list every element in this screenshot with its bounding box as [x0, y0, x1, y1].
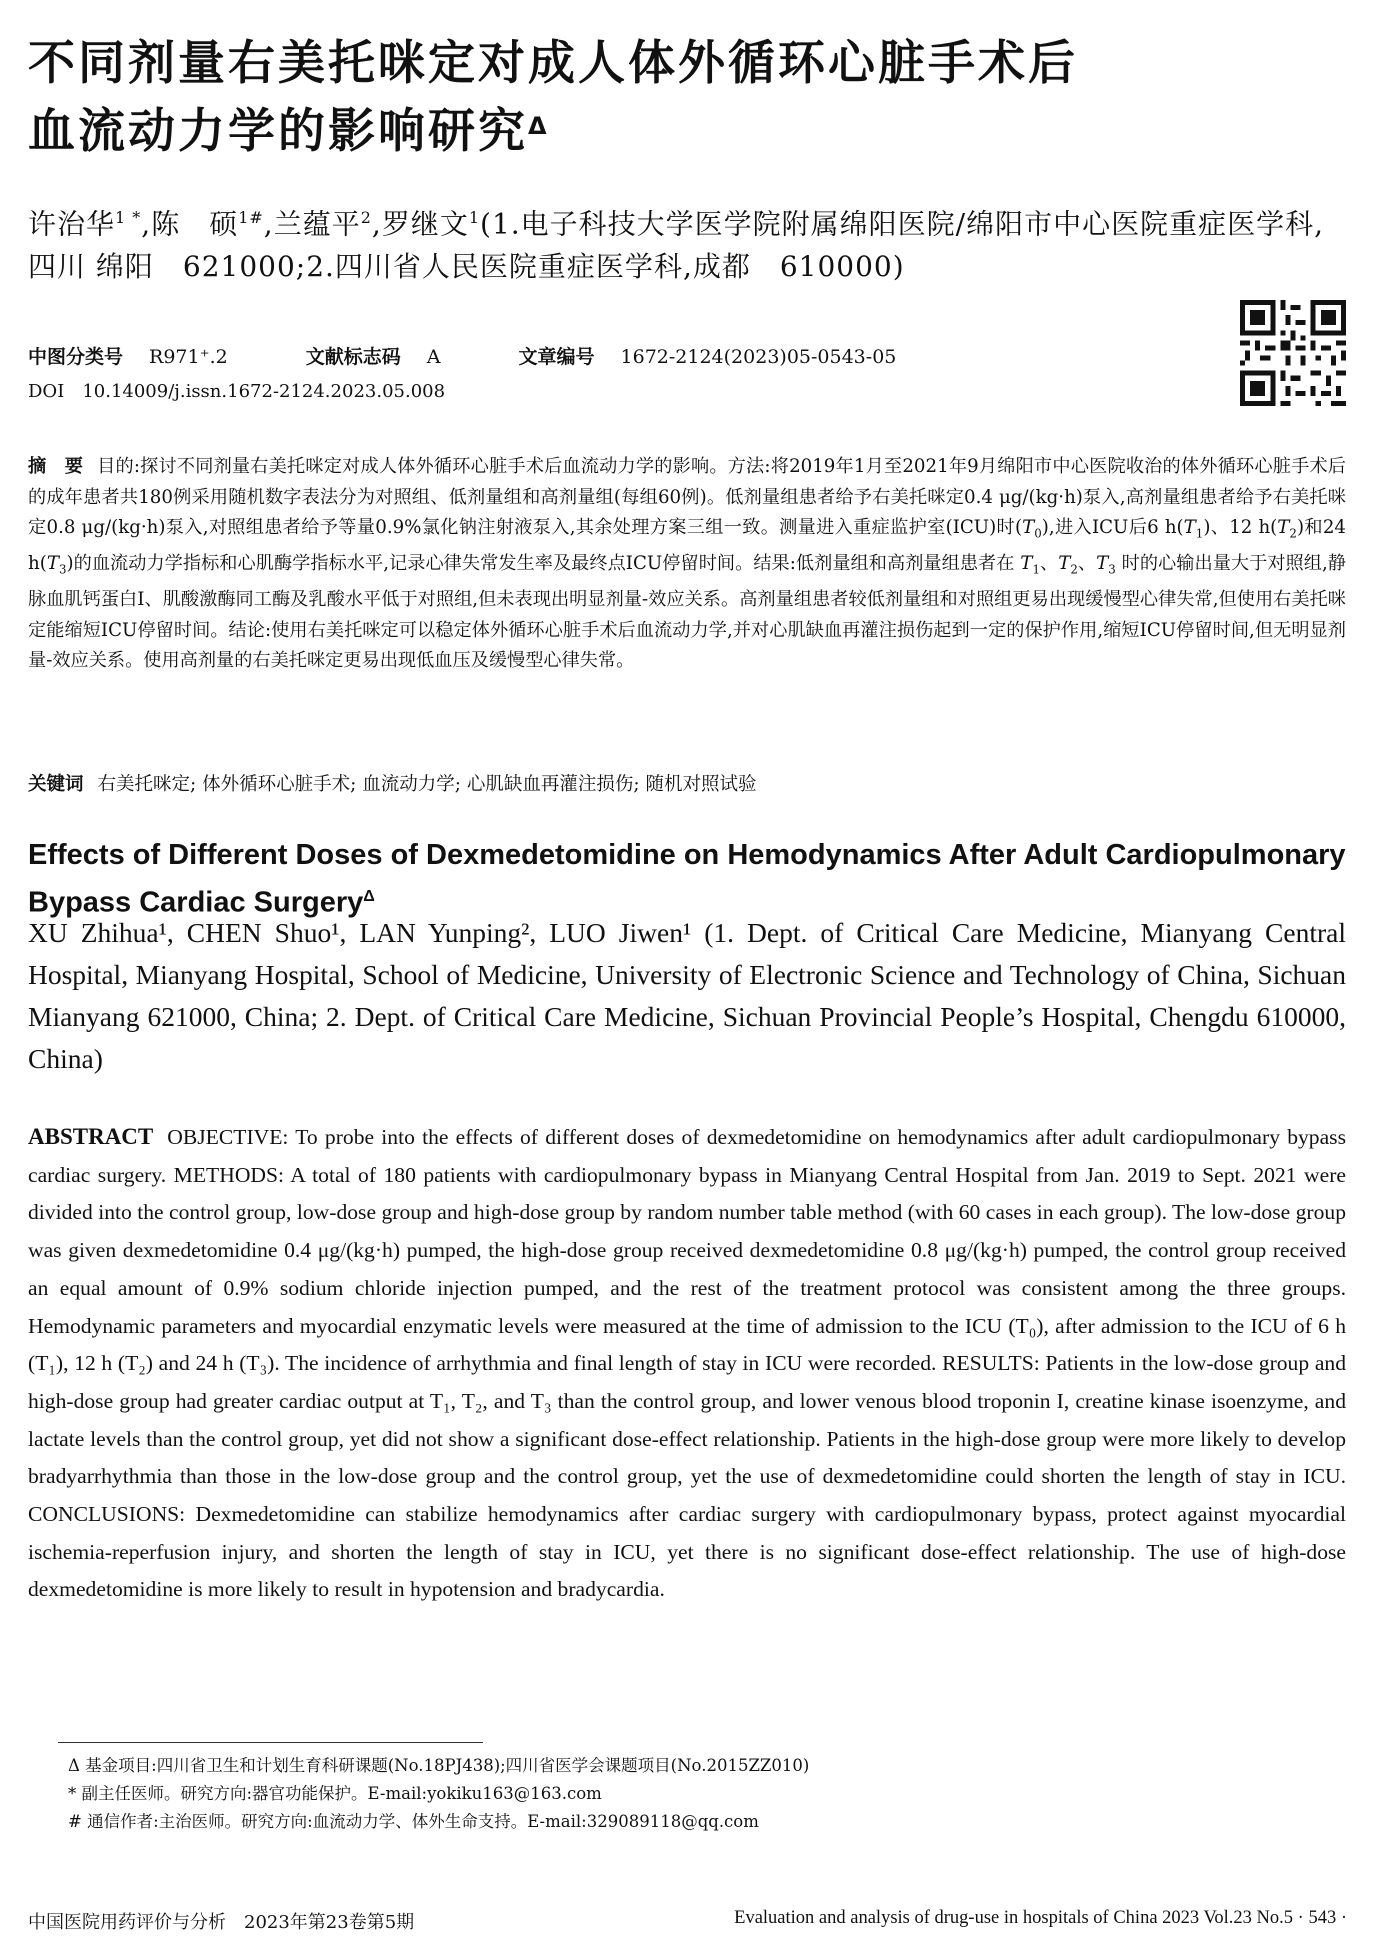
- article-meta: 中图分类号 R971⁺.2 文献标志码 A 文章编号 1672-2124(2023)05-0543-05: [28, 346, 897, 368]
- en-title-line1: Effects of Different Doses of Dexmedetomidine on Hemodynamics After Adult Cardiopulmonary: [28, 839, 1346, 871]
- cn-title: [28, 30, 1346, 166]
- cn-keywords-text: 右美托咪定; 体外循环心脏手术; 血流动力学; 心肌缺血再灌注损伤; 随机对照试验: [97, 774, 757, 795]
- en-abstract-label: ABSTRACT: [28, 1124, 154, 1149]
- footer-journal-en: Evaluation and analysis of drug-use in hospitals of China 2023 Vol.23 No.5 · 543 ·: [734, 1908, 1347, 1928]
- cn-affiliation-1: (1.电子科技大学医学院附属绵阳医院/绵阳市中心医院重症医学科,: [480, 207, 1324, 241]
- doi-link[interactable]: 10.14009/j.issn.1672-2124.2023.05.008: [82, 381, 446, 402]
- cn-abstract-label: 摘 要: [28, 456, 84, 477]
- footnote-correspondence: # 通信作者:主治医师。研究方向:血流动力学、体外生命支持。E-mail:329089118@qq.com: [68, 1812, 759, 1831]
- footnote-author: * 副主任医师。研究方向:器官功能保护。E-mail:yokiku163@163.com: [68, 1784, 602, 1803]
- doi-line: DOI 10.14009/j.issn.1672-2124.2023.05.008: [28, 381, 446, 402]
- article-no-value: 1672-2124(2023)05-0543-05: [620, 346, 897, 368]
- author-name: 兰蕴平: [273, 207, 361, 241]
- footer-journal-cn: 中国医院用药评价与分析 2023年第23卷第5期: [28, 1912, 415, 1933]
- title-fund-mark: Δ: [528, 112, 550, 140]
- cn-affiliation-2: 四川 绵阳 621000;2.四川省人民医院重症医学科,成都 610000): [28, 250, 905, 284]
- en-abstract: [28, 1118, 1346, 1609]
- cn-keywords-label: 关键词: [28, 774, 84, 795]
- cn-title-line1: 不同剂量右美托咪定对成人体外循环心脏手术后: [28, 36, 1078, 91]
- en-authors: XU Zhihua¹, CHEN Shuo¹, LAN Yunping², LUO Jiwen¹ (1. Dept. of Critical Care Medicine, Mianyang Central Hospital, Mianyang Hospital, School of Medicine, University of Electronic Science and Technology of China, Sichuan Mianyang 621000, China; 2. Dept. of Critical Care Medicine, Sichuan Provincial People’s Hospital, Chengdu 610000, China): [28, 917, 1346, 1074]
- cn-authors: [28, 196, 1346, 288]
- cn-title-line2: 血流动力学的影响研究$^\Delta$: [28, 104, 550, 159]
- cn-keywords: [28, 770, 1346, 796]
- en-title-line2: Bypass Cardiac Surgery$^\Delta$: [28, 886, 375, 919]
- footnote-fund: Δ 基金项目:四川省卫生和计划生育科研课题(No.18PJ438);四川省医学会课题项目(No.2015ZZ010): [68, 1756, 810, 1775]
- doc-code-value: A: [426, 346, 441, 368]
- author-name: 许治华: [28, 207, 116, 241]
- clc-value: R971⁺.2: [149, 346, 228, 368]
- en-title: [28, 835, 1346, 924]
- footnote-divider: [58, 1742, 483, 1743]
- cn-abstract: 摘 要 目的:探讨不同剂量右美托咪定对成人体外循环心脏手术后血流动力学的影响。方法:将2019年1月至2021年9月绵阳市中心医院收治的体外循环心脏手术后的成年患者共180例采用随机数字表法分为对照组、低剂量组和高剂量组(每组60例)。低剂量组患者给予右美托咪定0.4 μg/(kg·h)泵入,高剂量组患者给予右美托咪定0.8 μg/(kg·h)泵入,对照组患者给予等量0.9%氯化钠注射液泵入,其余处理方案三组一致。测量进入重症监护室(ICU)时$(T_0)$,进入ICU后6 $h(T_1)$、12 $h(T_2)$和24 $h(T_3)$的血流动力学指标和心肌酶学指标水平,记录心律失常发生率及最终点ICU停留时间。结果:低剂量组和高剂量组患者在 $T_1$、$T_2$、$T_3$ 时的心输出量大于对照组,静脉血肌钙蛋白Ⅰ、肌酸激酶同工酶及乳酸水平低于对照组,但未表现出明显剂量-效应关系。高剂量组患者较低剂量组和对照组更易出现缓慢型心律失常,但使用右美托咪定能缩短ICU停留时间。结论:使用右美托咪定可以稳定体外循环心脏手术后血流动力学,并对心肌缺血再灌注损伤起到一定的保护作用,缩短ICU停留时间,但无明显剂量-效应关系。使用高剂量的右美托咪定更易出现低血压及缓慢型心律失常。: [28, 456, 1346, 672]
- author-name: 罗继文: [381, 207, 469, 241]
- qr-code-icon: [1240, 300, 1346, 406]
- en-abstract-text: OBJECTIVE: To probe into the effects of different doses of dexmedetomidine on hemodynamics after adult cardiopulmonary bypass cardiac surgery. METHODS: A total of 180 patients with cardiopulmonary bypass in Mianyang Central Hospital from Jan. 2019 to Sept. 2021 were divided into the control group, low-dose group and high-dose group by random number table method (with 60 cases in each group). The low-dose group was given dexmedetomidine 0.4 μg/(kg·h) pumped, the high-dose group received dexmedetomidine 0.8 μg/(kg·h) pumped, the control group received an equal amount of 0.9% sodium chloride injection pumped, and the rest of the treatment protocol was consistent among the three groups. Hemodynamic parameters and myocardial enzymatic levels were measured at the time of admission to the ICU (T₀), after admission to the ICU of 6 h (T₁), 12 h (T₂) and 24 h (T₃). The incidence of arrhythmia and final length of stay in ICU were recorded. RESULTS: Patients in the low-dose group and high-dose group had greater cardiac output at T₁, T₂, and T₃ than the control group, and lower venous blood troponin I, creatine kinase isoenzyme, and lactate levels than the control group, yet did not show a significant dose-effect relationship. Patients in the high-dose group were more likely to develop bradyarrhythmia than those in the low-dose group and the control group, yet the use of dexmedetomidine could shorten the length of stay in ICU. CONCLUSIONS: Dexmedetomidine can stabilize hemodynamics after cardiac surgery with cardiopulmonary bypass, protect against myocardial ischemia-reperfusion injury, and shorten the length of stay in ICU, yet there is no significant dose-effect relationship. The use of high-dose dexmedetomidine is more likely to result in hypotension and bradycardia.: [28, 1125, 1346, 1602]
- cn-authors-line1: 许治华$^{1 *}$,陈 硕$^{1\#}$,兰蕴平$^2$,罗继文$^1$(1.电子科技大学医学院附属绵阳医院/绵阳市中心医院重症医学科,: [28, 207, 1324, 241]
- author-name: 陈 硕: [151, 207, 239, 241]
